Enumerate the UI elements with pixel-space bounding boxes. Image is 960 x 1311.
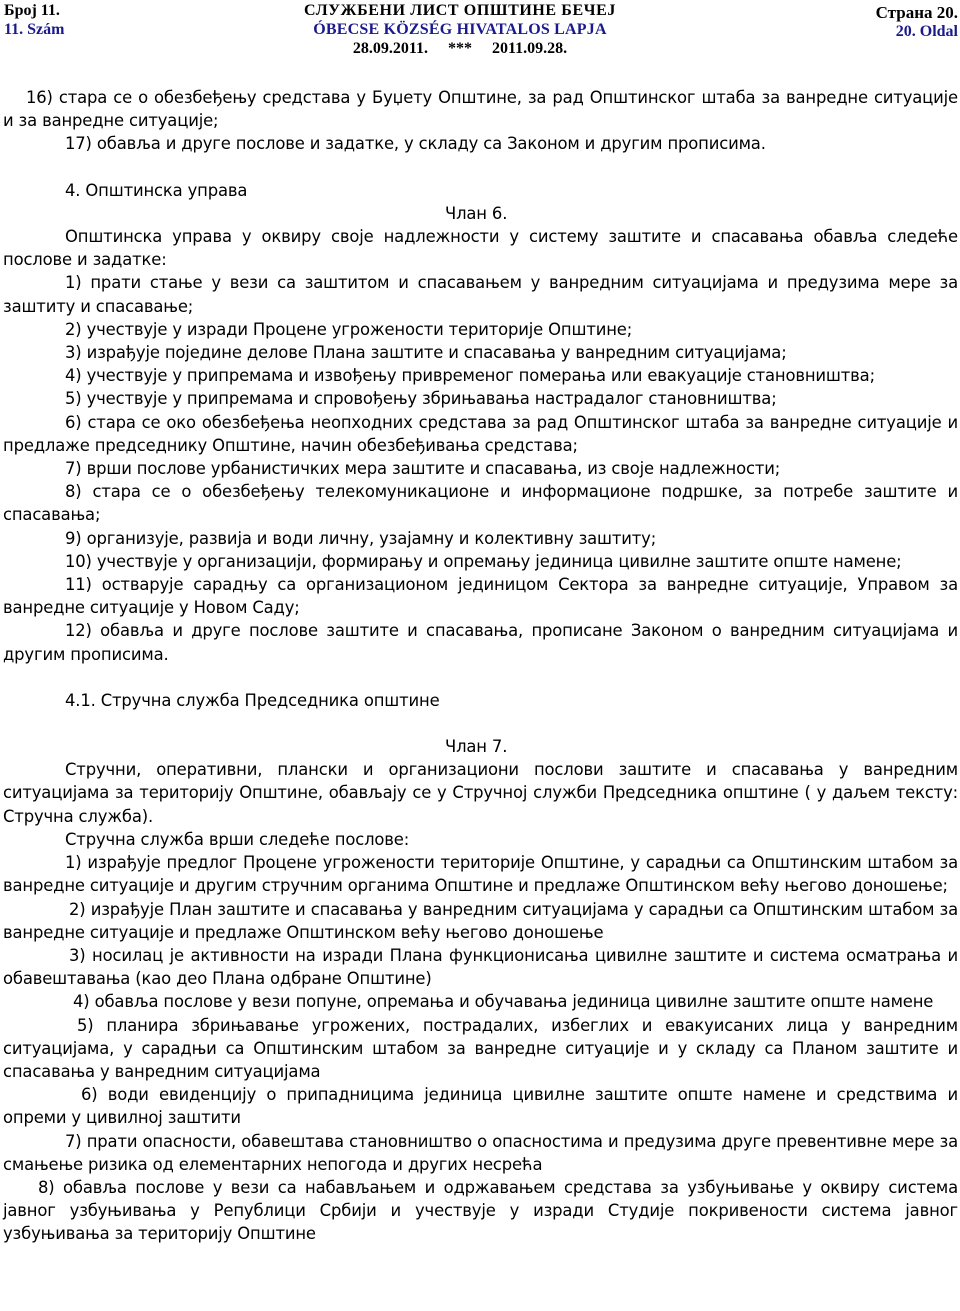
list-item: 3) израђује поједине делове Плана заштите и спасавања у ванредним ситуацијама;	[65, 343, 787, 363]
list-item: 1) прати стање у вези са заштитом и спасавањем у ванредним ситуацијама и предузима мере за заштиту и спасавање;	[3, 273, 958, 316]
list-item: 9) организује, развија и води личну, узајамну и колективну заштиту;	[65, 528, 657, 548]
list-item: 4) обавља послове у вези попуне, опремања и обучавања јединица цивилне заштите опште намене	[73, 992, 934, 1012]
list-item: 5) учествује у припремама и спровођењу збрињавања настрадалог становништва;	[65, 389, 777, 409]
list-item: 8) обавља послове у вези са набављањем и одржавањем средстава за узбуњивање у оквиру система јавног узбуњивања у Републици Србији и учествује у изради Студије покривености система јавног узбуњивања за територију Општине	[3, 1177, 958, 1244]
article-paragraph: Стручна служба врши следеће послове:	[65, 829, 410, 849]
list-item: 2) учествује у изради Процене угрожености територије Општине;	[65, 319, 633, 339]
gazette-title-sr: СЛУЖБЕНИ ЛИСТ ОПШТИНЕ БЕЧЕЈ	[304, 2, 616, 19]
page-header	[0, 0, 960, 56]
gazette-date: 28.09.2011. *** 2011.09.28.	[352, 40, 568, 57]
section-heading: 4. Општинска управа	[65, 180, 248, 200]
article-paragraph: Стручни, оперативни, плански и организациони послови заштите и спасавања у ванредним ситуацијама за територију Општине, обављају се у Стручној служби Председника општине ( у даљем тексту: Стручна служба).	[3, 760, 958, 826]
list-item: 11) остварује сарадњу са организационом јединицом Сектора за ванредне ситуације, Управом за ванредне ситуације у Новом Саду;	[3, 575, 958, 618]
list-item: 5) планира збрињавање угрожених, пострадалих, избеглих и евакуисаних лица у ванредним ситуацијама, у сарадњи са Општинским штабом за ванредне ситуације и у складу са Планом заштите и спасавања у ванредним ситуацијама	[3, 1015, 958, 1081]
issue-number-sr: Број 11.	[4, 2, 60, 19]
gazette-title-hu: ÓBECSE KÖZSÉG HIVATALOS LAPJA	[313, 21, 607, 38]
list-item: 6) води евиденцију о припадницима јединица цивилне заштите опште намене и средствима и опреми у цивилној заштити	[3, 1085, 958, 1128]
list-item: 12) обавља и друге послове заштите и спасавања, прописане Законом о ванредним ситуацијама и другим прописима.	[3, 621, 958, 664]
document-body	[3, 86, 958, 1246]
list-item: 4) учествује у припремама и извођењу привременог померања или евакуације становништва;	[65, 366, 875, 386]
list-item: 3) носилац је активности на изради Плана функционисања цивилне заштите и система осматрања и обавештавања (као део Плана одбране Општине)	[3, 945, 958, 989]
list-item: 16) стара се о обезбеђењу средстава у Буџету Општине, за рад Општинског штаба за ванредне ситуације и за ванредне ситуације;	[3, 88, 958, 131]
article-heading: Члан 6.	[445, 203, 508, 223]
page-number-sr: Страна 20.	[875, 3, 958, 22]
page-number-hu: 20. Oldal	[895, 23, 958, 40]
list-item: 10) учествује у организацији, формирању и опремању јединица цивилне заштите опште намене;	[65, 551, 902, 571]
list-item: 1) израђује предлог Процене угрожености територије Општине, у сарадњи са Општинским штабом за ванредне ситуације и другим стручним органима Општине и предлаже Општинском већу његово доношење;	[3, 853, 958, 896]
issue-number-hu: 11. Szám	[4, 21, 65, 38]
list-item: 2) израђује План заштите и спасавања у ванредним ситуацијама у сарадњи са Општинским штабом за ванредне ситуације и предлаже Општинском већу његово доношење	[3, 899, 958, 942]
section-heading: 4.1. Стручна служба Председника општине	[65, 690, 440, 710]
list-item: 7) врши послове урбанистичких мера заштите и спасавања, из своје надлежности;	[65, 459, 781, 479]
article-intro: Општинска управа у оквиру своје надлежности у систему заштите и спасавања обавља следеће послове и задатке:	[3, 227, 958, 270]
article-heading: Члан 7.	[445, 737, 508, 757]
list-item: 17) обавља и друге послове и задатке, у складу са Законом и другим прописима.	[65, 134, 766, 154]
list-item: 7) прати опасности, обавештава становништво о опасностима и предузима друге превентивне мере за смањење ризика од елементарних непогода и других несрећа	[3, 1131, 958, 1174]
gazette-title	[270, 1, 650, 58]
list-item: 6) стара се око обезбеђења неопходних средстава за рад Општинског штаба за ванредне ситуације и предлаже председнику Општине, начин обезбеђивања средстава;	[3, 412, 958, 455]
issue-number	[4, 1, 64, 39]
page-number	[824, 3, 958, 41]
list-item: 8) стара се о обезбеђењу телекомуникационе и информационе подршке, за потребе заштите и спасавања;	[3, 482, 958, 525]
